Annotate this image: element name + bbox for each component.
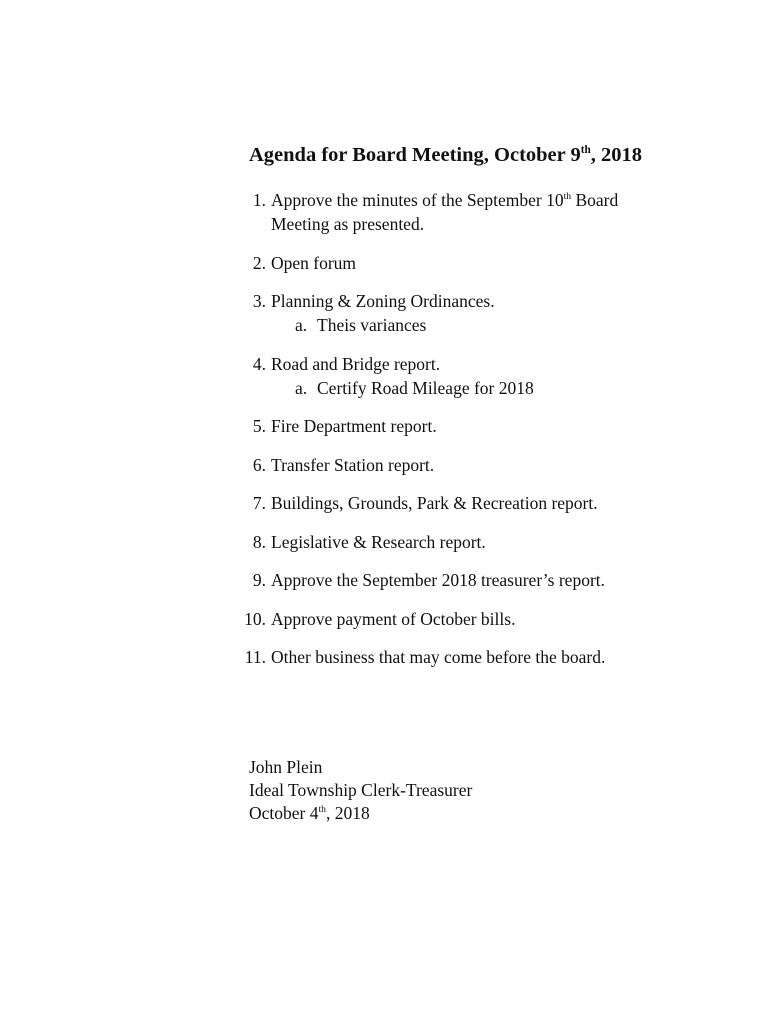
agenda-title: Agenda for Board Meeting, October 9th, 2018 — [249, 144, 643, 166]
item-number: 5. — [252, 416, 266, 436]
item-number: 7. — [252, 493, 266, 513]
item-text: Planning & Zoning Ordinances. — [271, 291, 495, 311]
agenda-item-1: 1. Approve the minutes of the September 10th Board Meeting as presented. — [249, 188, 749, 236]
agenda-item-10 — [244, 607, 749, 631]
item-number: 9. — [252, 570, 266, 590]
agenda-item-4 — [249, 352, 749, 400]
item-text: Legislative & Research report. — [271, 531, 486, 552]
agenda-item-6 — [249, 453, 749, 477]
item-text: Other business that may come before the board. — [271, 647, 606, 667]
signer-name: John Plein — [249, 757, 323, 777]
agenda-item-2 — [249, 251, 749, 275]
agenda-item-11 — [244, 645, 749, 669]
agenda-item-9 — [249, 568, 749, 592]
sub-item-letter: a. — [295, 377, 308, 398]
item-text: Transfer Station report. — [271, 454, 435, 475]
item-number: 2. — [252, 252, 266, 273]
item-number: 1. — [252, 190, 266, 210]
item-text: Buildings, Grounds, Park & Recreation report. — [271, 493, 598, 513]
sub-item — [271, 376, 749, 400]
signer-role: Ideal Township Clerk-Treasurer — [249, 780, 473, 800]
item-number: 4. — [252, 353, 266, 374]
agenda-item-8 — [249, 530, 749, 554]
sub-item-text: Certify Road Mileage for 2018 — [317, 377, 534, 398]
signature-date: October 4th, 2018 — [249, 803, 370, 823]
item-text: Road and Bridge report. — [271, 353, 441, 374]
item-number: 10. — [244, 608, 266, 629]
agenda-item-7 — [249, 491, 749, 515]
item-text: Open forum — [271, 252, 357, 273]
item-text: Approve the September 2018 treasurer’s report. — [271, 570, 606, 590]
sub-item-letter: a. — [295, 315, 308, 335]
item-number: 11. — [244, 647, 266, 667]
agenda-item-3 — [249, 289, 749, 337]
signature-block — [249, 756, 472, 825]
agenda — [244, 138, 749, 684]
item-text: Approve payment of October bills. — [271, 608, 516, 629]
item-number: 8. — [252, 531, 266, 552]
sub-item-text: Theis variances — [317, 315, 427, 335]
agenda-item-5 — [249, 414, 749, 438]
item-number: 6. — [252, 454, 266, 475]
item-number: 3. — [252, 291, 266, 311]
item-text: Fire Department report. — [271, 416, 437, 436]
sub-item — [271, 313, 749, 337]
